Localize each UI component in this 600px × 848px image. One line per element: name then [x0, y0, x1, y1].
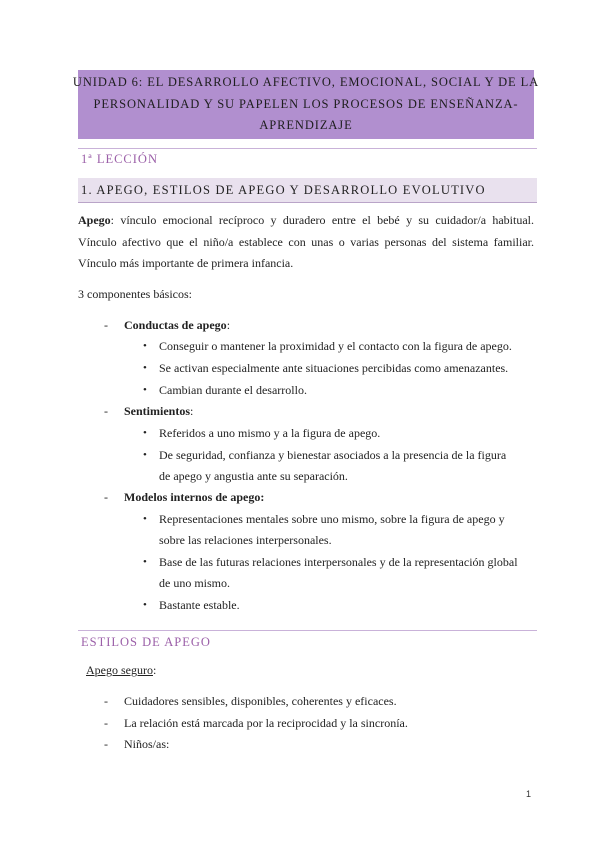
bullet-icon: • [143, 384, 147, 396]
unit-title-banner [72, 70, 540, 139]
dash-marker: - [104, 694, 108, 708]
list-item: Niños/as: [124, 737, 170, 751]
bullet-icon: • [143, 513, 147, 525]
apego-definition-line-1: Apego: vínculo emocional recíproco y duradero entre el bebé y su cuidador/a habitual. [78, 213, 534, 227]
apego-term: Apego [78, 213, 111, 227]
apego-seguro-label: Apego seguro: [86, 663, 157, 677]
unit-title-line-3: APRENDIZAJE [259, 118, 353, 133]
dash-marker: - [104, 716, 108, 730]
bullet-icon: • [143, 340, 147, 352]
list-item-continuation: de apego y angustia ante su separación. [159, 469, 348, 483]
bullet-icon: • [143, 449, 147, 461]
list-item: Representaciones mentales sobre uno mismo, sobre la figura de apego y [159, 512, 505, 526]
bullet-icon: • [143, 599, 147, 611]
component-conductas: Conductas de apego: [124, 318, 231, 332]
list-item: Cambian durante el desarrollo. [159, 383, 307, 397]
list-item: Referidos a uno mismo y a la figura de apego. [159, 426, 381, 440]
list-item: Conseguir o mantener la proximidad y el contacto con la figura de apego. [159, 339, 512, 353]
lesson-heading: 1ª LECCIÓN [78, 148, 537, 172]
list-item-continuation: sobre las relaciones interpersonales. [159, 533, 332, 547]
component-sentimientos: Sentimientos: [124, 404, 194, 418]
page-number: 1 [526, 789, 532, 799]
unit-title-line-2: PERSONALIDAD Y SU PAPELEN LOS PROCESOS DE ENSEÑANZA- [93, 96, 519, 111]
list-item-continuation: de uno mismo. [159, 576, 230, 590]
dash-marker: - [104, 737, 108, 751]
dash-marker: - [104, 490, 108, 504]
apego-definition-line-3: Vínculo más importante de primera infancia. [78, 256, 294, 270]
section-heading-apego: 1. APEGO, ESTILOS DE APEGO Y DESARROLLO EVOLUTIVO [78, 178, 537, 203]
components-intro: 3 componentes básicos: [78, 287, 192, 301]
bullet-icon: • [143, 427, 147, 439]
dash-marker: - [104, 318, 108, 332]
list-item: De seguridad, confianza y bienestar asociados a la presencia de la figura [159, 448, 507, 462]
apego-definition-line-2: Vínculo afectivo que el niño/a establece con unas o varias personas del sistema familiar. [78, 235, 534, 249]
unit-title-line-1: UNIDAD 6: EL DESARROLLO AFECTIVO, EMOCIONAL, SOCIAL Y DE LA [72, 75, 540, 90]
component-modelos: Modelos internos de apego: [124, 490, 265, 504]
list-item: Bastante estable. [159, 598, 240, 612]
estilos-heading: ESTILOS DE APEGO [78, 630, 537, 653]
bullet-icon: • [143, 362, 147, 374]
list-item: Cuidadores sensibles, disponibles, coherentes y eficaces. [124, 694, 397, 708]
list-item: La relación está marcada por la reciprocidad y la sincronía. [124, 716, 408, 730]
list-item: Base de las futuras relaciones interpersonales y de la representación global [159, 555, 518, 569]
dash-marker: - [104, 404, 108, 418]
list-item: Se activan especialmente ante situaciones percibidas como amenazantes. [159, 361, 509, 375]
bullet-icon: • [143, 556, 147, 568]
